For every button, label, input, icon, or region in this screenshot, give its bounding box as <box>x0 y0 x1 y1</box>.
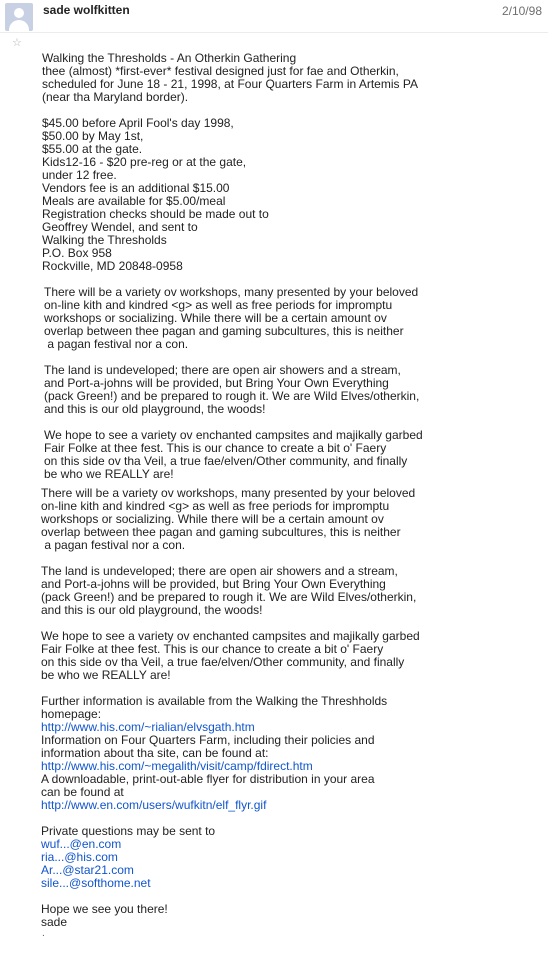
fees-line: under 12 free. <box>42 168 117 182</box>
fees-line: $45.00 before April Fool's day 1998, <box>42 116 234 130</box>
intro-line: (near tha Maryland border). <box>42 90 189 104</box>
avatar[interactable] <box>5 3 33 31</box>
fees-line: Vendors fee is an additional $15.00 <box>42 181 230 195</box>
email-link[interactable]: wuf...@en.com <box>41 837 122 851</box>
workshops-line: a pagan festival nor a con. <box>41 538 186 552</box>
farm-link[interactable]: http://www.his.com/~megalith/visit/camp/fdirect.htm <box>41 759 313 773</box>
divider <box>0 32 548 33</box>
trailing-dot: . <box>42 928 45 939</box>
fees-line: Meals are available for $5.00/meal <box>42 194 226 208</box>
hope-line: on this side ov tha Veil, a true fae/elven/Other community, and finally <box>44 454 408 468</box>
fees-paragraph <box>42 117 542 273</box>
intro-line: Walking the Thresholds - An Otherkin Gathering <box>42 51 297 65</box>
private-questions-label: Private questions may be sent to <box>41 824 216 838</box>
workshops-line: There will be a variety ov workshops, many presented by your beloved <box>41 486 416 500</box>
workshops-line: workshops or socializing. While there will be a certain amount ov <box>41 512 384 526</box>
hope-line: Fair Folke at thee fest. This is our chance to create a bit o' Faery <box>44 441 387 455</box>
star-icon[interactable]: ☆ <box>12 37 22 49</box>
land-line: (pack Green!) and be prepared to rough it. We are Wild Elves/otherkin, <box>44 389 420 403</box>
fees-line: $50.00 by May 1st, <box>42 129 144 143</box>
flyer-line: can be found at <box>41 785 124 799</box>
land-line: and this is our old playground, the woods! <box>41 603 263 617</box>
farm-info-line: information about tha site, can be found at: <box>41 746 269 760</box>
closing-paragraph <box>41 903 542 929</box>
land-paragraph <box>41 565 542 617</box>
flyer-line: A downloadable, print-out-able flyer for distribution in your area <box>41 772 375 786</box>
email-link[interactable]: sile...@softhome.net <box>41 876 151 890</box>
post-date: 2/10/98 <box>501 4 542 18</box>
further-info-line: Further information is available from the Walking the Threshholds <box>41 694 388 708</box>
homepage-link[interactable]: http://www.his.com/~rialian/elvsgath.htm <box>41 720 255 734</box>
hope-line: on this side ov tha Veil, a true fae/elven/Other community, and finally <box>41 655 405 669</box>
land-line: and Port-a-johns will be provided, but Bring Your Own Everything <box>41 577 386 591</box>
land-line: (pack Green!) and be prepared to rough it. We are Wild Elves/otherkin, <box>41 590 417 604</box>
workshops-line: There will be a variety ov workshops, many presented by your beloved <box>44 285 419 299</box>
workshops-paragraph <box>41 487 542 552</box>
message-body <box>42 52 542 942</box>
email-link[interactable]: Ar...@star21.com <box>41 863 134 877</box>
land-line: The land is undeveloped; there are open air showers and a stream, <box>44 363 401 377</box>
fees-line: $55.00 at the gate. <box>42 142 143 156</box>
fees-line: Rockville, MD 20848-0958 <box>42 259 183 273</box>
workshops-line: a pagan festival nor a con. <box>44 337 189 351</box>
intro-line: thee (almost) *first-ever* festival designed just for fae and Otherkin, <box>42 64 399 78</box>
workshops-line: workshops or socializing. While there will be a certain amount ov <box>44 311 387 325</box>
avatar-body-shape <box>9 20 29 31</box>
email-link[interactable]: ria...@his.com <box>41 850 118 864</box>
repeated-section <box>41 487 542 929</box>
workshops-line: on-line kith and kindred <g> as well as free periods for impromptu <box>44 298 393 312</box>
quoted-section <box>44 286 542 481</box>
further-info-line: homepage: <box>41 707 102 721</box>
further-info-paragraph <box>41 695 542 812</box>
workshops-paragraph <box>44 286 542 351</box>
hope-line: We hope to see a variety ov enchanted campsites and majikally garbed <box>41 629 420 643</box>
hope-line: We hope to see a variety ov enchanted campsites and majikally garbed <box>44 428 423 442</box>
flyer-link[interactable]: http://www.en.com/users/wufkitn/elf_flyr.gif <box>41 798 267 812</box>
workshops-line: on-line kith and kindred <g> as well as free periods for impromptu <box>41 499 390 513</box>
fees-line: Registration checks should be made out to <box>42 207 269 221</box>
land-paragraph <box>44 364 542 416</box>
hope-paragraph <box>41 630 542 682</box>
author-name[interactable]: sade wolfkitten <box>43 3 130 17</box>
hope-line: Fair Folke at thee fest. This is our chance to create a bit o' Faery <box>41 642 384 656</box>
workshops-line: overlap between thee pagan and gaming subcultures, this is neither <box>41 525 401 539</box>
intro-paragraph <box>42 52 542 104</box>
closing-line: Hope we see you there! <box>41 902 168 916</box>
farm-info-line: Information on Four Quarters Farm, including their policies and <box>41 733 375 747</box>
fees-line: Kids12-16 - $20 pre-reg or at the gate, <box>42 155 247 169</box>
hope-line: be who we REALLY are! <box>41 668 171 682</box>
private-questions-paragraph <box>41 825 542 890</box>
land-line: and Port-a-johns will be provided, but Bring Your Own Everything <box>44 376 389 390</box>
workshops-line: overlap between thee pagan and gaming subcultures, this is neither <box>44 324 404 338</box>
avatar-head-shape <box>14 8 24 18</box>
fees-line: Walking the Thresholds <box>42 233 167 247</box>
fees-line: Geoffrey Wendel, and sent to <box>42 220 198 234</box>
signature: sade <box>41 915 68 929</box>
land-line: and this is our old playground, the woods! <box>44 402 266 416</box>
intro-line: scheduled for June 18 - 21, 1998, at Four Quarters Farm in Artemis PA <box>42 77 418 91</box>
hope-line: be who we REALLY are! <box>44 467 174 481</box>
fees-line: P.O. Box 958 <box>42 246 112 260</box>
land-line: The land is undeveloped; there are open air showers and a stream, <box>41 564 398 578</box>
hope-paragraph <box>44 429 542 481</box>
